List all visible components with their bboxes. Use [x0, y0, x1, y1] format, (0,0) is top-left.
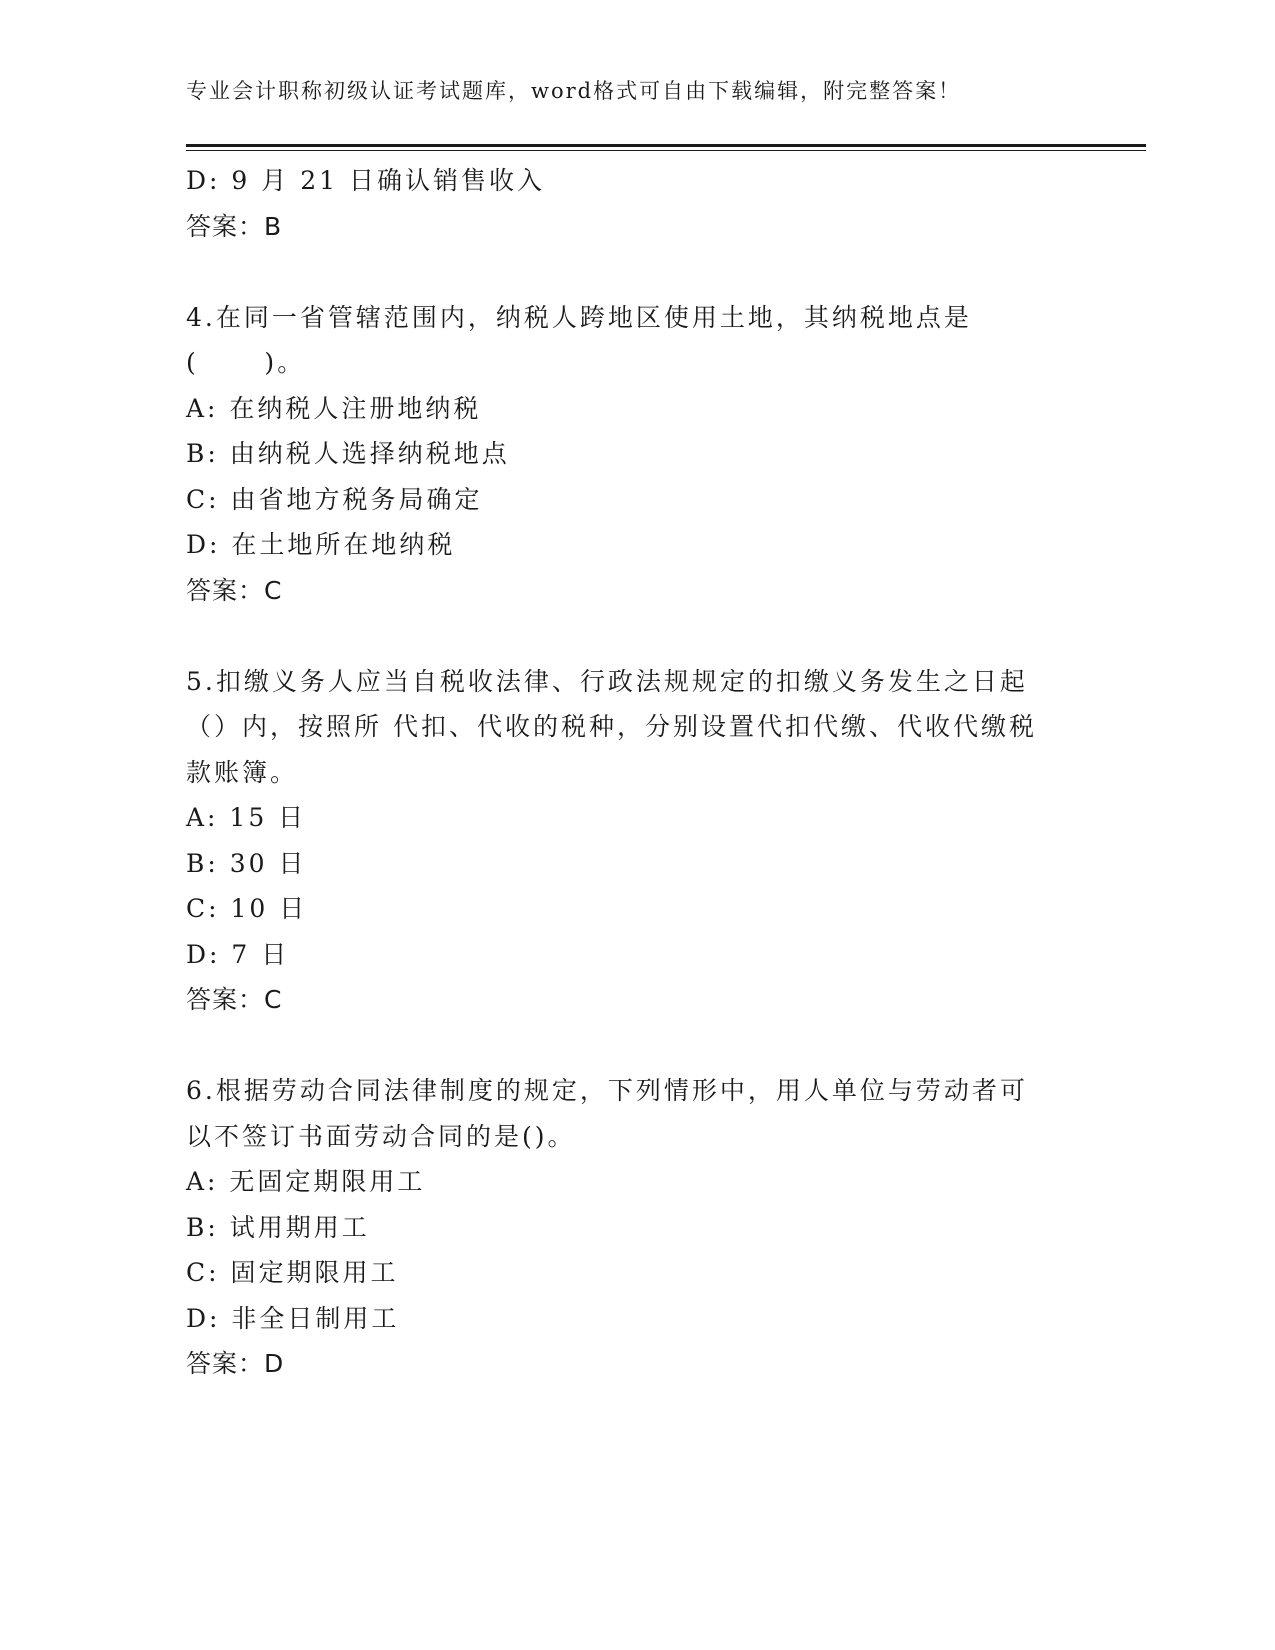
option-c: C: 固定期限用工 [186, 1258, 399, 1287]
option-b: B: 由纳税人选择纳税地点 [186, 439, 510, 468]
answer: 答案：C [186, 985, 283, 1014]
option-a: A: 15 日 [186, 803, 307, 832]
question-stem: 4.在同一省管辖范围内，纳税人跨地区使用土地，其纳税地点是 [186, 302, 972, 332]
question-3-tail [186, 158, 1086, 249]
question-6 [186, 1068, 1086, 1387]
question-stem: 5.扣缴义务人应当自税收法律、行政法规规定的扣缴义务发生之日起 [186, 666, 1028, 696]
question-5 [186, 659, 1086, 1023]
spacer [186, 1023, 1086, 1069]
option-b: B: 试用期用工 [186, 1212, 370, 1242]
answer: 答案：B [186, 211, 283, 241]
spacer [186, 613, 1086, 659]
option-d: D: 7 日 [186, 939, 290, 969]
question-stem: （）内，按照所 代扣、代收的税种，分别设置代扣代缴、代收代缴税 [186, 712, 1037, 741]
question-stem: 款账簿。 [186, 757, 299, 787]
header-rule-thin [186, 150, 1146, 151]
answer: 答案：C [186, 575, 283, 605]
question-content [186, 158, 1086, 1387]
option-a: A: 在纳税人注册地纳税 [186, 393, 482, 423]
option-d: D: 9 月 21 日确认销售收入 [186, 166, 545, 195]
question-stem: 6.根据劳动合同法律制度的规定，下列情形中，用人单位与劳动者可 [186, 1076, 1028, 1105]
question-4 [186, 295, 1086, 614]
option-b: B: 30 日 [186, 848, 307, 878]
option-d: D: 在土地所在地纳税 [186, 530, 456, 559]
answer: 答案：D [186, 1349, 285, 1378]
option-a: A: 无固定期限用工 [186, 1167, 426, 1196]
header-rule-thick [186, 144, 1146, 147]
option-c: C: 10 日 [186, 894, 308, 923]
option-d: D: 非全日制用工 [186, 1303, 400, 1333]
option-c: C: 由省地方税务局确定 [186, 484, 483, 514]
page-header: 专业会计职称初级认证考试题库，word格式可自由下载编辑，附完整答案！ [186, 79, 962, 103]
question-stem: 以不签订书面劳动合同的是()。 [186, 1121, 576, 1151]
spacer [186, 249, 1086, 295]
question-stem: ( )。 [186, 348, 306, 377]
